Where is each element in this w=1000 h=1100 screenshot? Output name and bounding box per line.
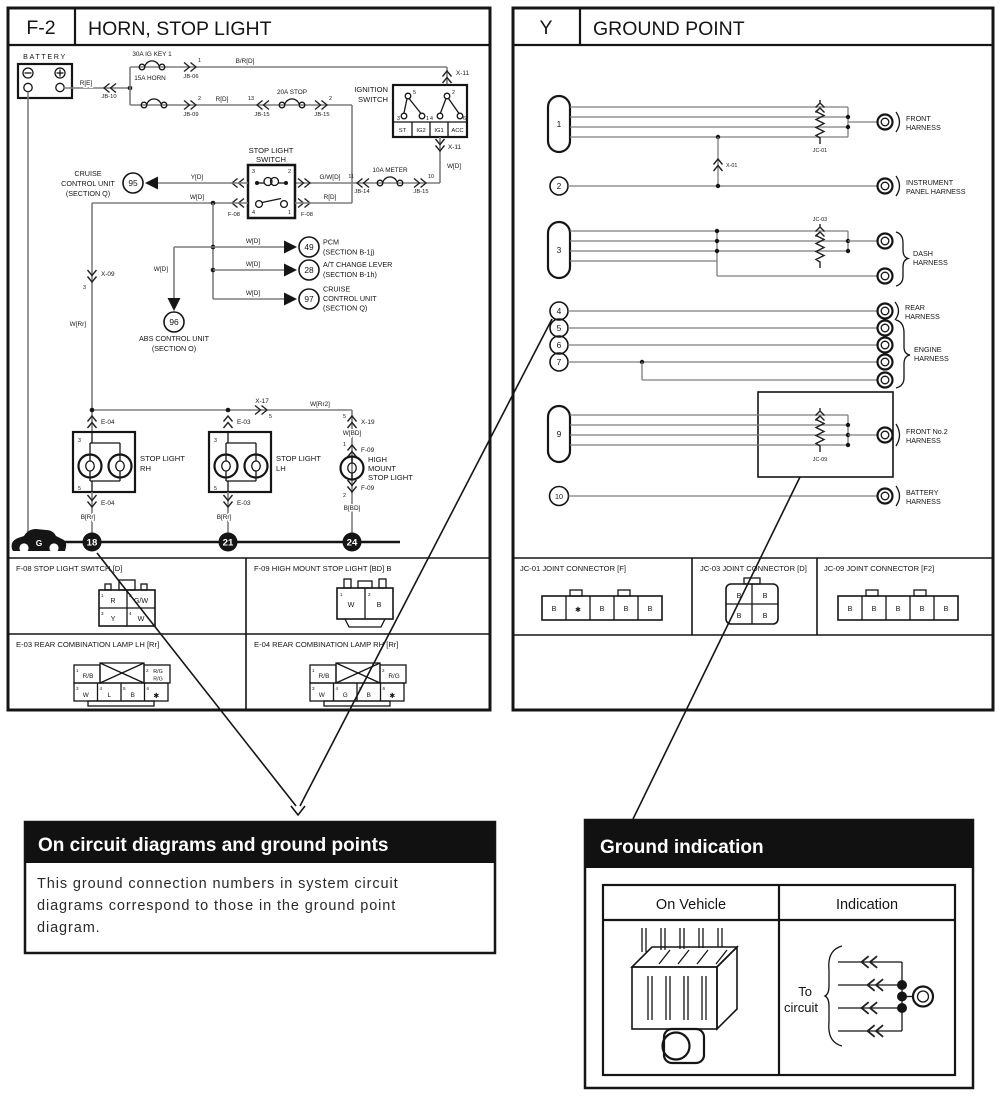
connector-label: X-11	[456, 70, 470, 77]
ground-eyelet-icon	[878, 179, 893, 194]
harness-label: HARNESS	[906, 123, 941, 132]
pin-label: 4	[335, 686, 339, 691]
pin-label: 3	[214, 438, 217, 444]
svg-text:A/T CHANGE LEVER: A/T CHANGE LEVER	[323, 260, 393, 269]
harness-label: FRONT	[906, 114, 931, 123]
pin-label: 3	[312, 686, 315, 691]
callout-body-line: diagrams correspond to those in the ground point	[37, 898, 397, 914]
ground-point-2	[550, 176, 966, 196]
connector-label: F-09	[361, 447, 375, 454]
pin-label: 5	[413, 90, 416, 96]
ground-eyelet-icon	[878, 304, 893, 319]
position-label: ACC	[451, 128, 464, 134]
pin-label: 5	[269, 414, 272, 420]
svg-text:CONTROL UNIT: CONTROL UNIT	[61, 179, 115, 188]
wire-code: W	[137, 614, 145, 623]
pin-label: 13	[248, 96, 254, 102]
wire-code: B	[762, 611, 768, 620]
pin-label: 2	[288, 169, 291, 175]
wire-code: ✱	[574, 605, 582, 614]
wire-label: W[BD]	[342, 430, 362, 437]
fuse-icon	[279, 99, 305, 108]
wire-code: W	[82, 692, 89, 699]
connector-label: X-01	[726, 163, 738, 169]
pin-label: 2	[343, 493, 346, 499]
svg-text:LH: LH	[276, 464, 286, 473]
wire-code: B	[847, 604, 853, 613]
fuse-label: 20A STOP	[276, 89, 308, 96]
ground-number: 3	[556, 245, 562, 255]
panel-code: Y	[539, 17, 553, 39]
stop-signal-branches	[92, 194, 392, 353]
wire-code: B	[919, 604, 925, 613]
column-header: On Vehicle	[655, 897, 727, 913]
circuit-ref: 28	[304, 265, 314, 275]
pin-label: 5	[78, 486, 81, 492]
flow-arrow-icon	[168, 298, 181, 311]
callout-title: On circuit diagrams and ground points	[38, 835, 389, 856]
pin-label: 11	[348, 174, 354, 180]
position-label: ST	[398, 128, 407, 134]
svg-text:CRUISE: CRUISE	[74, 169, 102, 178]
circuit-ref: 49	[304, 242, 314, 252]
pin-label: 5	[343, 414, 346, 420]
svg-text:(SECTION O): (SECTION O)	[151, 344, 197, 353]
pin-label: 2	[329, 96, 332, 102]
battery	[18, 52, 72, 98]
pin-label: 5	[123, 686, 126, 691]
joint-connector-tables	[513, 558, 993, 635]
harness-label: PANEL HARNESS	[906, 187, 966, 196]
stop-light-rh	[73, 416, 185, 542]
pin-label: 3	[252, 169, 255, 175]
ground-eyelet-icon	[878, 321, 893, 336]
harness-label: FRONT No.2	[906, 427, 948, 436]
connector-label: F-09	[361, 485, 375, 492]
inline-connector-chevron-icon	[224, 416, 233, 428]
circuit-ref: 96	[169, 317, 179, 327]
connector-label: X-09	[101, 271, 115, 278]
pin-label: 3	[397, 116, 400, 122]
wire-label: B[Rr]	[80, 514, 96, 521]
meter-fuse-row	[295, 167, 440, 195]
connector-label: X-17	[255, 398, 269, 405]
ground-eyelet-icon	[878, 355, 893, 370]
connector-label: X-19	[361, 419, 375, 426]
connector-label: JB-15	[413, 189, 429, 195]
ground-point-4	[550, 302, 940, 321]
ground-point-3	[548, 217, 948, 286]
wire-code: W	[318, 692, 325, 699]
pin-label: 2	[146, 668, 149, 673]
circuit-ref: 95	[128, 178, 138, 188]
ground-eyelet-icon	[878, 373, 893, 388]
wire-code: B	[130, 692, 135, 699]
wire-label: W[Rr]	[69, 321, 86, 328]
harness-label: HARNESS	[905, 312, 940, 321]
panel-title: HORN, STOP LIGHT	[88, 18, 272, 40]
ground-number: 10	[555, 492, 563, 501]
pin-label: 5	[359, 686, 362, 691]
ground-18	[83, 533, 102, 552]
harness-label: HARNESS	[913, 258, 948, 267]
fuse-label: 30A IG KEY 1	[132, 51, 172, 58]
callout-circuit-diagrams	[25, 822, 495, 953]
connector-label: JB-15	[254, 112, 270, 118]
svg-text:G: G	[35, 538, 43, 548]
pin-label: 5	[214, 486, 217, 492]
pin-label: 1	[340, 592, 343, 597]
ground-point-10	[550, 486, 941, 506]
wire-code: B	[736, 591, 742, 600]
arrowhead-icon	[291, 806, 305, 815]
pin-label: 1	[288, 210, 291, 216]
svg-text:STOP LIGHT: STOP LIGHT	[276, 454, 321, 463]
fuse-row-igkey	[130, 51, 447, 82]
pin-label: 3	[83, 285, 86, 291]
circuit-ref: 97	[304, 294, 314, 304]
fuse-icon	[139, 61, 165, 70]
pin-label: 6	[146, 686, 150, 691]
table-title: F-09 HIGH MOUNT STOP LIGHT [BD] B	[254, 564, 392, 573]
wire-label: G/W[D]	[319, 174, 341, 181]
jc01-table	[520, 564, 662, 620]
wire-code: B	[762, 591, 768, 600]
connector-label: JC-01	[812, 148, 828, 154]
svg-text:18: 18	[86, 537, 98, 549]
svg-text:STOP LIGHT: STOP LIGHT	[248, 146, 294, 155]
callout-pointer-lines	[97, 319, 800, 819]
ground-number: 2	[556, 181, 562, 191]
connector-table-e03	[16, 640, 170, 706]
ground-number: 7	[556, 357, 562, 367]
svg-text:circuit: circuit	[784, 1000, 818, 1015]
ground-24	[343, 533, 362, 552]
svg-text:STOP LIGHT: STOP LIGHT	[140, 454, 185, 463]
wire-code: ✱	[153, 691, 160, 700]
ground-eyelet-icon	[878, 115, 893, 130]
wire-label: R[D]	[215, 96, 229, 103]
pin-label: 1	[198, 58, 201, 64]
pin-label: 1	[343, 442, 346, 448]
svg-text:PCM: PCM	[323, 237, 339, 247]
harness-label: HARNESS	[914, 354, 949, 363]
ground-point-9	[548, 392, 948, 477]
wire-label: B[Rr]	[216, 514, 232, 521]
connector-label: JC-09	[812, 457, 828, 463]
ground-number: 1	[556, 119, 562, 129]
wire-code: R/B	[82, 673, 94, 680]
harness-label: BATTERY	[906, 488, 939, 497]
wire-label: R[E]	[79, 80, 93, 87]
jc09-table	[824, 564, 958, 620]
wire-code: L	[107, 692, 112, 699]
ground-bus	[12, 529, 400, 553]
svg-text:SWITCH: SWITCH	[358, 95, 388, 104]
ground-number: 9	[556, 429, 562, 439]
flow-arrow-icon	[284, 264, 297, 277]
svg-text:24: 24	[346, 537, 358, 549]
wire-label: R[D]	[323, 194, 337, 201]
ground-eyelet-icon	[878, 234, 893, 249]
table-title: JC-01 JOINT CONNECTOR [F]	[520, 564, 627, 573]
connector-table-f09	[254, 564, 393, 627]
callout-body-line: This ground connection numbers in system circuit	[37, 876, 399, 892]
ground-point-5	[550, 319, 893, 337]
pin-label: 2	[198, 96, 201, 102]
pin-label: 4	[99, 686, 103, 691]
fuse-label: 10A METER	[372, 167, 408, 174]
pin-label: 2	[452, 90, 455, 96]
ground-point-7	[550, 320, 949, 388]
position-label: IG1	[434, 128, 444, 134]
horn-stop-light-panel	[8, 8, 490, 710]
pin-label: 1	[76, 668, 79, 673]
table-title: E-03 REAR COMBINATION LAMP LH [Rr]	[16, 640, 160, 649]
position-label: IG2	[416, 128, 426, 134]
svg-text:21: 21	[222, 537, 234, 549]
connector-label: E-03	[237, 500, 251, 507]
stop-light-switch	[228, 146, 352, 218]
ground-indication-schematic	[784, 946, 933, 1046]
harness-label: DASH	[913, 249, 933, 258]
column-header: Indication	[835, 897, 899, 913]
wire-label: W[D]	[189, 194, 205, 201]
svg-text:CRUISE: CRUISE	[323, 284, 351, 294]
wire-code: R/G	[153, 669, 163, 675]
callout-body-line: diagram.	[37, 920, 101, 936]
harness-label: ENGINE	[914, 345, 942, 354]
table-title: JC-09 JOINT CONNECTOR [F2]	[824, 564, 935, 573]
flow-arrow-icon	[145, 177, 158, 190]
wire-code: R/G	[388, 673, 400, 680]
bulb-icon	[215, 455, 238, 478]
svg-text:SWITCH: SWITCH	[256, 155, 286, 164]
connector-label: X-11	[448, 144, 462, 151]
ground-number: 6	[556, 340, 562, 350]
fuse-icon	[141, 99, 167, 108]
connector-table-e04	[254, 640, 406, 706]
connector-label: E-04	[101, 419, 115, 426]
pin-label: 2	[382, 668, 385, 673]
wire-label: Y[D]	[190, 174, 204, 181]
wire-code: W	[347, 600, 355, 609]
wire-code: Y	[110, 614, 116, 623]
ground-point-panel	[513, 8, 993, 710]
fuse-icon	[377, 177, 403, 186]
harness-label: REAR	[905, 303, 925, 312]
wire-code: R	[110, 596, 116, 605]
svg-text:(SECTION B-1h): (SECTION B-1h)	[323, 270, 377, 279]
ground-eyelet-icon	[878, 428, 893, 443]
pin-label: 1	[426, 116, 429, 122]
cruise-control-95	[61, 169, 248, 198]
joint-connector-3d-icon	[632, 928, 737, 1063]
svg-text:BATTERY: BATTERY	[23, 52, 67, 61]
panel-title: GROUND POINT	[593, 18, 745, 40]
flow-arrow-icon	[284, 293, 297, 306]
pin-label: 4	[252, 210, 255, 216]
connector-label: F-08	[228, 212, 240, 218]
wire-label: W[D]	[447, 163, 462, 170]
connector-label: JB-14	[354, 189, 370, 195]
svg-text:IGNITION: IGNITION	[354, 85, 388, 94]
pin-label: 1	[101, 593, 104, 598]
svg-text:STOP LIGHT: STOP LIGHT	[368, 473, 413, 482]
wire-code: R/B	[318, 673, 330, 680]
fuse-label: 15A HORN	[134, 75, 166, 82]
connector-label: JC-03	[812, 217, 828, 223]
bulb-icon	[79, 455, 102, 478]
ignition-switch	[354, 67, 469, 183]
pin-label: 4	[430, 116, 433, 122]
callout-ground-indication	[585, 820, 973, 1088]
connector-label: E-04	[101, 500, 115, 507]
wire-code: B	[647, 604, 653, 613]
svg-text:(SECTION B-1j): (SECTION B-1j)	[323, 247, 375, 257]
pin-label: 3	[78, 438, 81, 444]
connector-label: F-08	[301, 212, 313, 218]
ground-point-6	[550, 336, 893, 354]
svg-text:To: To	[798, 984, 812, 999]
wire-label: W[D]	[245, 261, 261, 268]
wire-code: B	[943, 604, 949, 613]
wire-code: B	[736, 611, 742, 620]
svg-text:(SECTION Q): (SECTION Q)	[323, 303, 368, 313]
stop-light-lh	[209, 416, 321, 542]
connector-label: JB-06	[183, 74, 199, 80]
ground-eyelet-icon	[878, 269, 893, 284]
ground-point-1	[548, 96, 941, 186]
harness-label: HARNESS	[906, 436, 941, 445]
connector-table-f08	[16, 564, 155, 626]
wire-code: B	[551, 604, 557, 613]
panel-code: F-2	[26, 17, 56, 39]
wire-code: B	[895, 604, 901, 613]
svg-text:CONTROL UNIT: CONTROL UNIT	[323, 294, 377, 303]
svg-text:ABS CONTROL UNIT: ABS CONTROL UNIT	[138, 334, 210, 343]
wire-label: B[BD]	[343, 505, 361, 512]
pin-label: 3	[101, 611, 104, 616]
wire-label: W[D]	[245, 290, 261, 297]
wire-code: G	[342, 692, 348, 699]
table-title: F-08 STOP LIGHT SWITCH [D]	[16, 564, 123, 573]
ground-number: 5	[556, 323, 562, 333]
wire-code: ✱	[389, 691, 396, 700]
connector-tables	[8, 558, 490, 710]
svg-text:(SECTION Q): (SECTION Q)	[65, 189, 111, 198]
connector-label: JB-10	[101, 94, 117, 100]
connector-label: E-03	[237, 419, 251, 426]
ground-eyelet-icon	[878, 338, 893, 353]
pin-label: 10	[428, 174, 434, 180]
svg-text:RH: RH	[140, 464, 151, 473]
ground-number: 4	[556, 306, 562, 316]
pin-label: 2	[368, 592, 371, 597]
pin-label: 2	[129, 593, 132, 598]
wire-label: B/R[D]	[235, 58, 255, 65]
wire-code: G/W	[133, 596, 149, 605]
flow-arrow-icon	[284, 241, 297, 254]
wire-code: B	[599, 604, 605, 613]
wire-code: B	[623, 604, 629, 613]
connector-label: JB-15	[314, 112, 330, 118]
ground-eyelet-icon	[878, 489, 893, 504]
pin-label: 6	[382, 686, 386, 691]
pin-label: 3	[76, 686, 79, 691]
car-ground-icon	[12, 529, 67, 553]
high-mount-stop-light	[341, 410, 414, 542]
bulb-icon	[109, 455, 132, 478]
pin-label: 1	[312, 668, 315, 673]
harness-label: INSTRUMENT	[906, 178, 954, 187]
bulb-icon	[245, 455, 268, 478]
callout-title: Ground indication	[600, 837, 764, 858]
connector-label: JB-09	[183, 112, 199, 118]
wire-code: B	[366, 692, 371, 699]
wire-code: B	[376, 600, 382, 609]
wire-label: W[D]	[153, 266, 168, 273]
ground-21	[219, 533, 238, 552]
wire-label: W[D]	[245, 238, 261, 245]
svg-text:MOUNT: MOUNT	[368, 464, 396, 473]
harness-label: HARNESS	[906, 497, 941, 506]
pin-label: 4	[129, 611, 132, 616]
wire-label: W[Rr2]	[310, 401, 330, 408]
svg-text:HIGH: HIGH	[368, 455, 387, 464]
wire-code: B	[871, 604, 877, 613]
table-title: E-04 REAR COMBINATION LAMP RH [Rr]	[254, 640, 399, 649]
table-title: JC-03 JOINT CONNECTOR [D]	[700, 564, 807, 573]
wire-code: R/G	[153, 676, 163, 683]
pin-label: 6	[463, 116, 466, 122]
